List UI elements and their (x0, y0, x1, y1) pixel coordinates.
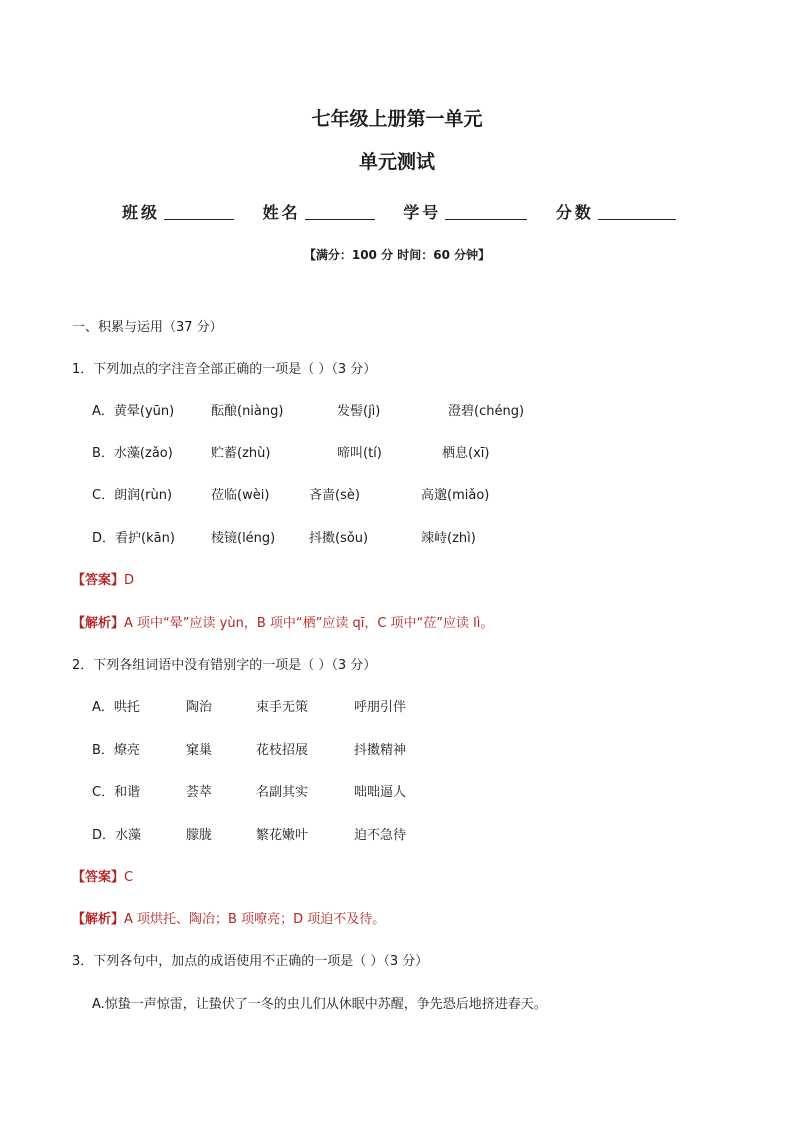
question-2-analysis (72, 908, 385, 927)
name-blank (305, 218, 375, 220)
q1-option-c-3: 吝啬(sè) (309, 488, 360, 503)
q1-option-d-3: 抖擞(sǒu) (309, 531, 369, 546)
q1-option-c-4: 高邈(miǎo) (421, 488, 490, 503)
q2-option-a-2: 陶治 (186, 700, 213, 715)
q1-option-b-4: 栖息(xī) (442, 446, 490, 461)
q2-option-b-4: 抖擞精神 (354, 743, 407, 758)
student-id-label: 学号 (403, 203, 442, 222)
q1-option-a-3: 发髻(jì) (337, 404, 381, 419)
score-blank (598, 218, 676, 220)
class-blank (164, 218, 234, 220)
q1-option-b-1: B．水藻(zǎo) (92, 446, 173, 461)
analysis-label: 【解析】 (72, 912, 125, 927)
q2-option-c-2: 荟萃 (186, 785, 213, 800)
question-2-answer (72, 866, 133, 885)
analysis-text: A 项烘托、陶冶；B 项嘹亮；D 项迫不及待。 (124, 912, 386, 927)
name-label: 姓名 (262, 203, 301, 222)
analysis-text: A 项中“晕”应读 yùn，B 项中“栖”应读 qī，C 项中“莅”应读 lì。 (124, 616, 494, 631)
answer-value: C (124, 870, 134, 885)
q2-option-d-2: 朦胧 (186, 828, 213, 843)
answer-label: 【答案】 (72, 573, 125, 588)
q3-option-a: A.惊蛰一声惊雷，让蛰伏了一冬的虫儿们从休眠中苏醒，争先恐后地挤进春天。 (92, 997, 547, 1012)
q2-option-c-3: 名副其实 (256, 785, 309, 800)
q1-option-b-3: 啼叫(tí) (337, 446, 382, 461)
answer-value: D (124, 573, 135, 588)
q2-option-a-3: 束手无策 (256, 700, 309, 715)
exam-meta: 【满分：100 分 时间：60 分钟】 (303, 248, 491, 262)
question-1-analysis (72, 612, 493, 631)
section-title: 一、积累与运用（37 分） (72, 320, 223, 335)
score-label: 分数 (555, 203, 594, 222)
student-info-row (122, 200, 676, 223)
q1-option-c-2: 莅临(wèi) (211, 488, 270, 503)
q2-option-b-3: 花枝招展 (256, 743, 309, 758)
q2-option-b-2: 窠巢 (186, 743, 213, 758)
q2-option-a-4: 呼朋引伴 (354, 700, 407, 715)
q1-option-a-1: A．黄晕(yūn) (92, 404, 175, 419)
question-1-stem: 1．下列加点的字注音全部正确的一项是（ ）（3 分） (72, 362, 377, 377)
q2-option-c-4: 咄咄逼人 (354, 785, 407, 800)
analysis-label: 【解析】 (72, 616, 125, 631)
student-id-blank (445, 218, 527, 220)
q2-option-d-4: 迫不急待 (354, 828, 407, 843)
question-2-stem: 2．下列各组词语中没有错别字的一项是（ ）（3 分） (72, 658, 377, 673)
q1-option-d-2: 棱镜(léng) (211, 531, 276, 546)
q1-option-d-1: D．看护(kān) (92, 531, 175, 546)
q1-option-a-2: 酝酿(niàng) (211, 404, 284, 419)
q2-option-d-3: 繁花嫩叶 (256, 828, 309, 843)
answer-label: 【答案】 (72, 870, 125, 885)
q2-option-d-1: D．水藻 (92, 828, 142, 843)
q2-option-b-1: B．燎亮 (92, 743, 140, 758)
question-1-answer (72, 569, 134, 588)
q1-option-b-2: 贮蓄(zhù) (211, 446, 271, 461)
q1-option-c-1: C．朗润(rùn) (92, 488, 173, 503)
page-title: 七年级上册第一单元 (311, 108, 483, 130)
q2-option-c-1: C．和谐 (92, 785, 141, 800)
page-subtitle: 单元测试 (358, 151, 435, 173)
q1-option-d-4: 竦峙(zhì) (421, 531, 476, 546)
class-label: 班级 (122, 203, 161, 222)
q2-option-a-1: A．哄托 (92, 700, 140, 715)
q1-option-a-4: 澄碧(chéng) (448, 404, 525, 419)
question-3-stem: 3．下列各句中，加点的成语使用不正确的一项是（ ）（3 分） (72, 954, 429, 969)
